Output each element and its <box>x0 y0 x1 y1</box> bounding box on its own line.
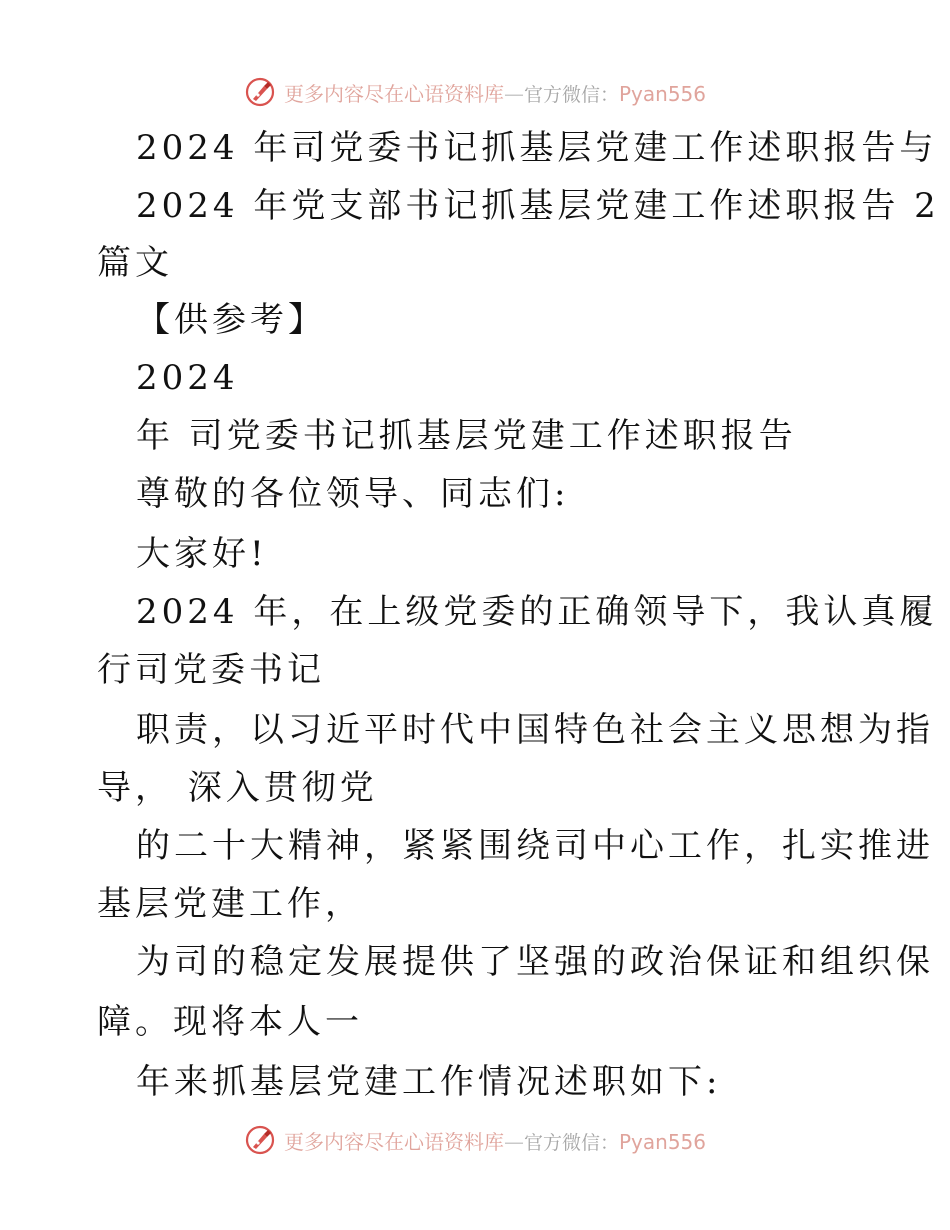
greeting: 大家好! <box>136 534 268 574</box>
paragraph-line: 为司的稳定发展提供了坚强的政治保证和组织保 <box>136 942 934 982</box>
title-line-2: 2024 年党支部书记抓基层党建工作述职报告 2 <box>136 186 940 226</box>
paragraph-line: 行司党委书记 <box>97 650 325 690</box>
watermark-wechat-label: 官方微信： <box>523 1131 619 1154</box>
watermark-brand: 更多内容尽在心语资料库 <box>283 1129 504 1154</box>
watermark-text <box>284 1126 706 1155</box>
title-line-3: 篇文 <box>97 243 173 283</box>
watermark-separator: — <box>503 81 524 106</box>
header-watermark <box>0 72 950 112</box>
footer-watermark <box>0 1120 950 1160</box>
reference-note: 【供参考】 <box>136 300 326 340</box>
title-line-1: 2024 年司党委书记抓基层党建工作述职报告与 <box>136 128 938 168</box>
watermark-wechat-label: 官方微信： <box>523 83 619 106</box>
watermark-text <box>284 78 706 107</box>
year-line: 2024 <box>136 358 239 398</box>
pen-nib-logo-icon <box>244 76 276 108</box>
paragraph-line: 基层党建工作， <box>97 884 363 924</box>
paragraph-line: 的二十大精神，紧紧围绕司中心工作，扎实推进 <box>136 826 934 866</box>
watermark-wechat-id: Pyan556 <box>619 81 707 106</box>
paragraph-line: 2024 年，在上级党委的正确领导下，我认真履 <box>136 592 938 632</box>
salutation: 尊敬的各位领导、同志们: <box>136 474 570 514</box>
paragraph-line: 导， 深入贯彻党 <box>97 768 378 808</box>
paragraph-line: 职责，以习近平时代中国特色社会主义思想为指 <box>136 710 934 750</box>
watermark-brand: 更多内容尽在心语资料库 <box>283 81 504 106</box>
pen-nib-logo-icon <box>244 1124 276 1156</box>
watermark-separator: — <box>503 1129 524 1154</box>
paragraph-line: 障。现将本人一 <box>97 1002 363 1042</box>
paragraph-line: 年来抓基层党建工作情况述职如下: <box>136 1062 722 1102</box>
subtitle: 年 司党委书记抓基层党建工作述职报告 <box>136 416 797 456</box>
watermark-wechat-id: Pyan556 <box>619 1129 707 1154</box>
